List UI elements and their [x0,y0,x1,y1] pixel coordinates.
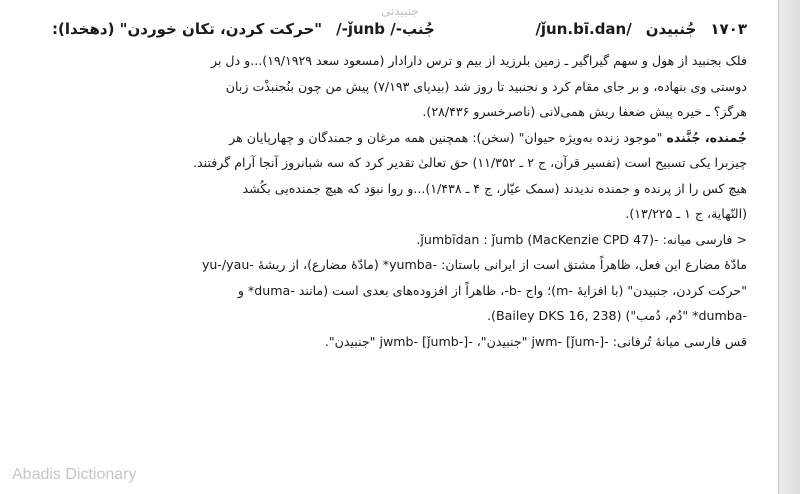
text-line: (النّهایة، ج ۱ ـ ۱۳/۲۲۵). [625,206,747,221]
paragraph-etymology-middle-persian [52,227,747,253]
gloss: "حرکت کردن، تکان خوردن" (دهخدا): [52,20,323,38]
paragraph-etymology-old-iranian [52,252,747,329]
text-line: چیزبرا یکی تسبیح است (تفسیر قرآن، ج ۲ ـ ۱۱/۳۵۲) حق تعالیٰ تقدیر کرد که سه شبانروز آنجا آرام گرفتند. [193,155,747,170]
dictionary-entry [52,20,747,354]
text-line: قس فارسی میانهٔ تُرفانی: -jwm- [ǰum-] "جنبیدن"، -jwmb- [ǰumb-] "جنبیدن". [324,333,747,349]
transliteration: /ǰun.bī.dan/ [535,20,632,38]
headword: جُنبیدن [645,20,697,38]
text-line: "حرکت کردن، جنبیدن" (با افزایهٔ -m)؛ واج -b-، ظاهراً از افزوده‌های بعدی است (مانند -duma* و [237,282,747,298]
text-line: دوستی وی بنهاده، و بر جای مقام کرد و نجنبید تا روز شد (بیدپای ۷/۱۹۳) پیش من چون بنُجنبذْت زبان [225,78,747,94]
text-line: < فارسی میانه: -ǰumbīdan : ǰumb (MacKenzie CPD 47). [416,231,747,247]
page-edge [778,0,800,494]
text-line [52,125,747,151]
entry-header [52,20,747,48]
text-line: هرگز؟ ـ خیره پیش ضعفا ریش همی‌لانی (ناصرخسرو ۲۸/۴۳۶). [422,104,747,119]
text-fragment: "موجود زنده به‌ویژه حیوان" (سخن): همچنین همه مرغان و جمندگان و چهارپایان هر [229,129,663,145]
stem: جُنب-/ ǰunb-/ [336,20,435,38]
site-watermark: Abadis Dictionary [12,466,137,483]
text-line: هیچ کس را از پرنده و جمنده ندیدند (سمک عیّار، ج ۴ ـ ۱/۴۳۸)...و روا نبوَد که هیچ جمنده‌یی بکُشد [242,180,747,196]
top-watermark: جنبیدنی [381,4,419,18]
text-line: -dumba* "دُم، دُمب") (Bailey DKS 16, 238). [487,308,747,323]
text-line: فلک بجنبید از هول و سهم گیراگیر ـ زمین بلرزید از بیم و ترس دارادار (مسعود سعد ۱۹/۱۹۲۹)...و دل بر [210,53,747,68]
paragraph-derivative [52,125,747,227]
page-number: ۱۷۰۳ [710,20,747,38]
paragraph-comparison [52,329,747,355]
paragraph-usage [52,48,747,125]
derivative-headword: جُمنده، جُنَّنده [666,129,747,145]
text-line: مادّهٔ مضارع این فعل، ظاهراً مشتق است از ایرانی باستان: -yumba* (مادّهٔ مضارع)، از ریشهٔ -yu-/yau [201,257,747,272]
entry-body [52,48,747,354]
